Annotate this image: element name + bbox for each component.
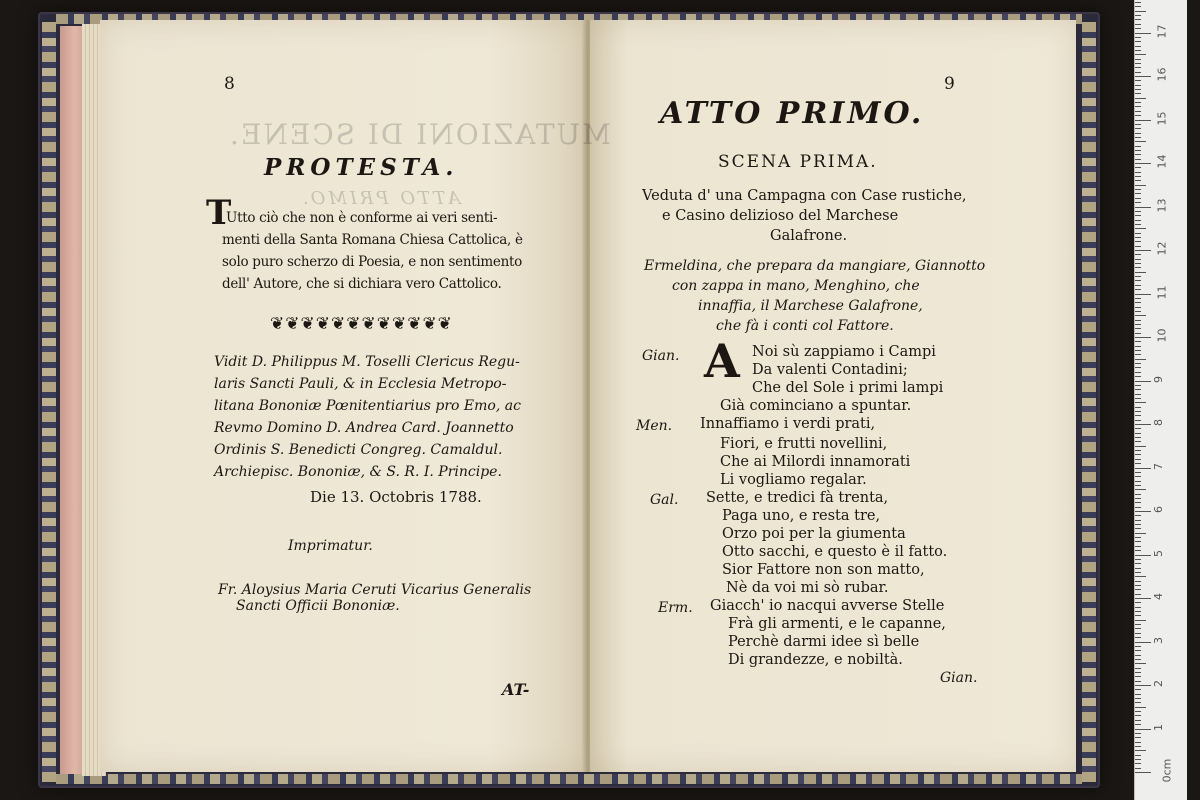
bleed-through-text: ATTO PRIMO. bbox=[300, 188, 461, 209]
speaker-label: Men. bbox=[636, 418, 673, 434]
ruler-tick bbox=[1135, 211, 1141, 212]
ruler-tick bbox=[1135, 307, 1141, 308]
ruler-label: 17 bbox=[1155, 24, 1169, 38]
ruler-tick bbox=[1135, 333, 1141, 334]
ruler-tick bbox=[1135, 185, 1146, 186]
verse-line: Giacch' io nacqui avverse Stelle bbox=[710, 598, 945, 614]
verse-line: Fiori, e frutti novellini, bbox=[720, 436, 888, 452]
ruler-tick bbox=[1135, 715, 1141, 716]
ruler-tick bbox=[1135, 354, 1141, 355]
ruler-tick bbox=[1135, 376, 1141, 377]
ruler-tick bbox=[1135, 11, 1146, 12]
verse-line: Orzo poi per la giumenta bbox=[722, 526, 906, 542]
catchword-right: Gian. bbox=[940, 670, 978, 686]
ruler-tick bbox=[1135, 550, 1141, 551]
verse-line: Li vogliamo regalar. bbox=[720, 472, 867, 488]
aloysius-line: Fr. Aloysius Maria Ceruti Vicarius Generalis bbox=[218, 582, 532, 598]
drop-cap-a: A bbox=[704, 334, 740, 388]
ruler-tick bbox=[1135, 724, 1141, 725]
marbled-edge-right bbox=[1082, 22, 1096, 782]
ruler-tick bbox=[1135, 193, 1141, 194]
ruler-tick bbox=[1135, 2, 1141, 3]
ruler-tick bbox=[1135, 246, 1141, 247]
ruler-tick bbox=[1135, 172, 1141, 173]
page-number-right: 9 bbox=[944, 74, 955, 94]
stage-direction-line: che fà i conti col Fattore. bbox=[716, 318, 894, 334]
ruler-tick bbox=[1135, 33, 1151, 34]
verse-line: Paga uno, e resta tre, bbox=[722, 508, 881, 524]
ruler-tick bbox=[1135, 546, 1141, 547]
ruler-tick bbox=[1135, 729, 1151, 730]
ruler-tick bbox=[1135, 207, 1151, 208]
ruler-tick bbox=[1135, 46, 1141, 47]
ruler-tick bbox=[1135, 259, 1141, 260]
ruler-tick bbox=[1135, 267, 1141, 268]
ruler-tick bbox=[1135, 528, 1141, 529]
ruler-tick bbox=[1135, 598, 1151, 599]
ruler-tick bbox=[1135, 585, 1141, 586]
ruler-tick bbox=[1135, 394, 1141, 395]
ruler-tick bbox=[1135, 385, 1141, 386]
ruler-tick bbox=[1135, 285, 1141, 286]
ornament-divider: ❦❦❦❦❦❦❦❦❦❦❦❦ bbox=[270, 314, 453, 334]
ruler-tick bbox=[1135, 302, 1141, 303]
ruler-tick bbox=[1135, 750, 1146, 751]
ruler-tick bbox=[1135, 611, 1141, 612]
ruler-tick bbox=[1135, 80, 1141, 81]
ruler-tick bbox=[1135, 489, 1146, 490]
act-title: ATTO PRIMO. bbox=[660, 96, 925, 131]
verse-line: Innaffiamo i verdi prati, bbox=[700, 416, 876, 432]
ruler-tick bbox=[1135, 633, 1141, 634]
stage-direction-line: con zappa in mano, Menghino, che bbox=[672, 278, 920, 294]
ruler-tick bbox=[1135, 559, 1141, 560]
ruler-tick bbox=[1135, 481, 1141, 482]
ruler-tick bbox=[1135, 250, 1151, 251]
ruler-label: 5 bbox=[1152, 549, 1165, 557]
ruler-tick bbox=[1135, 224, 1141, 225]
ruler-tick bbox=[1135, 320, 1141, 321]
ruler-tick bbox=[1135, 72, 1141, 73]
ruler-tick bbox=[1135, 154, 1141, 155]
ruler-tick bbox=[1135, 202, 1141, 203]
measuring-ruler bbox=[1134, 0, 1187, 800]
ruler-tick bbox=[1135, 663, 1146, 664]
catchword-left: AT- bbox=[502, 680, 530, 699]
ruler-tick bbox=[1135, 402, 1146, 403]
ruler-tick bbox=[1135, 615, 1141, 616]
ruler-tick bbox=[1135, 415, 1141, 416]
verse-line: Che del Sole i primi lampi bbox=[752, 380, 944, 396]
ruler-tick bbox=[1135, 541, 1141, 542]
vidit-line: Revmo Domino D. Andrea Card. Joannetto bbox=[214, 420, 514, 436]
ruler-tick bbox=[1135, 524, 1141, 525]
bleed-through-text: MUTAZIONI DI SCENE. bbox=[228, 118, 611, 151]
ruler-tick bbox=[1135, 89, 1141, 90]
ruler-tick bbox=[1135, 111, 1141, 112]
stage-direction-line: Ermeldina, che prepara da mangiare, Giannotto bbox=[644, 258, 986, 274]
ruler-tick bbox=[1135, 85, 1141, 86]
verse-line: Nè da voi mi sò rubar. bbox=[726, 580, 889, 596]
ruler-tick bbox=[1135, 472, 1141, 473]
ruler-tick bbox=[1135, 198, 1141, 199]
ruler-label: 14 bbox=[1155, 154, 1169, 169]
ruler-tick bbox=[1135, 650, 1141, 651]
ruler-tick bbox=[1135, 494, 1141, 495]
ruler-tick bbox=[1135, 441, 1141, 442]
ruler-tick bbox=[1135, 28, 1141, 29]
vidit-line: litana Bononiæ Pœnitentiarius pro Emo, ac bbox=[214, 398, 521, 414]
ruler-tick bbox=[1135, 624, 1141, 625]
ruler-tick bbox=[1135, 620, 1146, 621]
vidit-line: Vidit D. Philippus M. Toselli Clericus Regu- bbox=[214, 354, 520, 370]
ruler-tick bbox=[1135, 254, 1141, 255]
marbled-edge-bottom bbox=[56, 774, 1082, 784]
ruler-tick bbox=[1135, 50, 1141, 51]
ruler-tick bbox=[1135, 485, 1141, 486]
ruler-tick bbox=[1135, 672, 1141, 673]
ruler-tick bbox=[1135, 450, 1141, 451]
ruler-tick bbox=[1135, 63, 1141, 64]
ruler-tick bbox=[1135, 150, 1141, 151]
ruler-tick bbox=[1135, 681, 1141, 682]
ruler-tick bbox=[1135, 555, 1151, 556]
verse-line: Che ai Milordi innamorati bbox=[720, 454, 911, 470]
ruler-tick bbox=[1135, 602, 1141, 603]
ruler-label: 0cm bbox=[1160, 758, 1174, 783]
ruler-tick bbox=[1135, 733, 1141, 734]
ruler-label: 13 bbox=[1155, 198, 1169, 212]
ruler-tick bbox=[1135, 24, 1141, 25]
ruler-label: 3 bbox=[1152, 636, 1165, 644]
ruler-tick bbox=[1135, 568, 1141, 569]
ruler-tick bbox=[1135, 93, 1141, 94]
ruler-label: 8 bbox=[1152, 419, 1165, 426]
vidit-line: Ordinis S. Benedicti Congreg. Camaldul. bbox=[214, 442, 503, 458]
ruler-tick bbox=[1135, 59, 1141, 60]
ruler-tick bbox=[1135, 102, 1141, 103]
verse-line: Otto sacchi, e questo è il fatto. bbox=[722, 544, 948, 560]
ruler-tick bbox=[1135, 446, 1146, 447]
ruler-tick bbox=[1135, 476, 1141, 477]
ruler-tick bbox=[1135, 346, 1141, 347]
ruler-tick bbox=[1135, 328, 1141, 329]
ruler-tick bbox=[1135, 502, 1141, 503]
ruler-label: 1 bbox=[1152, 723, 1165, 731]
ruler-label: 10 bbox=[1155, 328, 1169, 343]
ruler-tick bbox=[1135, 707, 1146, 708]
protest-line: menti della Santa Romana Chiesa Cattolica, è bbox=[222, 232, 523, 248]
ruler-tick bbox=[1135, 315, 1146, 316]
ruler-tick bbox=[1135, 646, 1141, 647]
ruler-tick bbox=[1135, 694, 1141, 695]
ruler-tick bbox=[1135, 768, 1141, 769]
ruler-tick bbox=[1135, 702, 1141, 703]
ruler-tick bbox=[1135, 642, 1151, 643]
ruler-tick bbox=[1135, 341, 1141, 342]
ruler-tick bbox=[1135, 742, 1141, 743]
ruler-tick bbox=[1135, 167, 1141, 168]
ruler-tick bbox=[1135, 659, 1141, 660]
ruler-tick bbox=[1135, 137, 1141, 138]
ruler-tick bbox=[1135, 280, 1141, 281]
ruler-tick bbox=[1135, 607, 1141, 608]
ruler-tick bbox=[1135, 324, 1141, 325]
verse-line: Sette, e tredici fà trenta, bbox=[706, 490, 889, 506]
ruler-tick bbox=[1135, 759, 1141, 760]
ruler-tick bbox=[1135, 159, 1141, 160]
ruler-tick bbox=[1135, 698, 1141, 699]
ruler-tick bbox=[1135, 711, 1141, 712]
ruler-tick bbox=[1135, 689, 1141, 690]
ruler-tick bbox=[1135, 746, 1141, 747]
ruler-label: 15 bbox=[1155, 111, 1169, 125]
ruler-label: 11 bbox=[1155, 285, 1169, 299]
ruler-tick bbox=[1135, 106, 1141, 107]
ruler-tick bbox=[1135, 372, 1141, 373]
ruler-tick bbox=[1135, 128, 1141, 129]
ruler-tick bbox=[1135, 233, 1141, 234]
ruler-label: 7 bbox=[1152, 462, 1165, 470]
speaker-label: Gal. bbox=[650, 492, 679, 508]
ruler-tick bbox=[1135, 511, 1151, 512]
ruler-tick bbox=[1135, 437, 1141, 438]
ruler-tick bbox=[1135, 655, 1141, 656]
ruler-tick bbox=[1135, 359, 1146, 360]
ruler-tick bbox=[1135, 215, 1141, 216]
ruler-tick bbox=[1135, 276, 1141, 277]
ruler-tick bbox=[1135, 98, 1146, 99]
verse-line: Da valenti Contadini; bbox=[752, 362, 908, 378]
page-number-left: 8 bbox=[224, 74, 235, 94]
ruler-tick bbox=[1135, 398, 1141, 399]
ruler-tick bbox=[1135, 428, 1141, 429]
ruler-tick bbox=[1135, 124, 1141, 125]
ruler-tick bbox=[1135, 337, 1151, 338]
ruler-tick bbox=[1135, 76, 1151, 77]
speaker-label: Erm. bbox=[658, 600, 693, 616]
ruler-tick bbox=[1135, 685, 1151, 686]
verse-line: Frà gli armenti, e le capanne, bbox=[728, 616, 946, 632]
ruler-tick bbox=[1135, 498, 1141, 499]
ruler-label: 4 bbox=[1152, 593, 1165, 600]
ruler-tick bbox=[1135, 637, 1141, 638]
verse-line: Sior Fattore non son matto, bbox=[722, 562, 925, 578]
ruler-tick bbox=[1135, 350, 1141, 351]
ruler-tick bbox=[1135, 115, 1141, 116]
ruler-tick bbox=[1135, 594, 1141, 595]
ruler-tick bbox=[1135, 19, 1141, 20]
protest-line: Utto ciò che non è conforme ai veri senti- bbox=[226, 210, 498, 226]
ruler-tick bbox=[1135, 311, 1141, 312]
marbled-edge-left bbox=[42, 22, 56, 782]
ruler-tick bbox=[1135, 454, 1141, 455]
ruler-tick bbox=[1135, 241, 1141, 242]
ruler-tick bbox=[1135, 228, 1146, 229]
protest-line: dell' Autore, che si dichiara vero Cattolico. bbox=[222, 276, 502, 292]
ruler-tick bbox=[1135, 581, 1141, 582]
ruler-tick bbox=[1135, 298, 1141, 299]
ruler-tick bbox=[1135, 367, 1141, 368]
ruler-tick bbox=[1135, 41, 1141, 42]
ruler-tick bbox=[1135, 289, 1141, 290]
ruler-tick bbox=[1135, 67, 1141, 68]
ruler-tick bbox=[1135, 220, 1141, 221]
ruler-tick bbox=[1135, 433, 1141, 434]
ruler-tick bbox=[1135, 176, 1141, 177]
setting-line: Galafrone. bbox=[770, 228, 848, 244]
ruler-tick bbox=[1135, 180, 1141, 181]
ruler-tick bbox=[1135, 411, 1141, 412]
ruler-tick bbox=[1135, 389, 1141, 390]
ruler-label: 12 bbox=[1155, 241, 1169, 256]
ruler-label: 16 bbox=[1155, 67, 1169, 82]
ruler-tick bbox=[1135, 381, 1151, 382]
ruler-tick bbox=[1135, 507, 1141, 508]
verse-line: Noi sù zappiamo i Campi bbox=[752, 344, 936, 360]
ruler-tick bbox=[1135, 294, 1151, 295]
speaker-label: Gian. bbox=[642, 348, 680, 364]
ruler-tick bbox=[1135, 628, 1141, 629]
ruler-tick bbox=[1135, 54, 1146, 55]
verse-line: Perchè darmi idee sì belle bbox=[728, 634, 920, 650]
ruler-tick bbox=[1135, 6, 1141, 7]
ruler-tick bbox=[1135, 363, 1141, 364]
ruler-tick bbox=[1135, 737, 1141, 738]
ruler-tick bbox=[1135, 463, 1141, 464]
setting-line: e Casino delizioso del Marchese bbox=[662, 208, 899, 224]
stage-direction-line: innaffia, il Marchese Galafrone, bbox=[698, 298, 923, 314]
ruler-tick bbox=[1135, 676, 1141, 677]
ruler-tick bbox=[1135, 37, 1141, 38]
ruler-tick bbox=[1135, 263, 1141, 264]
ruler-tick bbox=[1135, 772, 1151, 773]
ruler-tick bbox=[1135, 459, 1141, 460]
ruler-tick bbox=[1135, 533, 1146, 534]
ruler-label: 9 bbox=[1152, 375, 1165, 383]
ruler-tick bbox=[1135, 146, 1141, 147]
ruler-tick bbox=[1135, 407, 1141, 408]
verse-line: Di grandezze, e nobiltà. bbox=[728, 652, 903, 668]
ruler-tick bbox=[1135, 537, 1141, 538]
vidit-line: laris Sancti Pauli, & in Ecclesia Metropo- bbox=[214, 376, 507, 392]
ruler-tick bbox=[1135, 520, 1141, 521]
aloysius-line: Sancti Officii Bononiæ. bbox=[236, 598, 400, 614]
imprimatur: Imprimatur. bbox=[288, 538, 373, 554]
ruler-label: 2 bbox=[1152, 680, 1165, 687]
ruler-tick bbox=[1135, 141, 1146, 142]
verse-line: Già cominciano a spuntar. bbox=[720, 398, 912, 414]
ruler-tick bbox=[1135, 589, 1141, 590]
ruler-tick bbox=[1135, 189, 1141, 190]
ruler-tick bbox=[1135, 755, 1141, 756]
ruler-tick bbox=[1135, 15, 1141, 16]
protest-heading: PROTESTA. bbox=[264, 154, 459, 181]
ruler-tick bbox=[1135, 420, 1141, 421]
ruler-tick bbox=[1135, 576, 1146, 577]
ruler-tick bbox=[1135, 563, 1141, 564]
ruler-tick bbox=[1135, 468, 1151, 469]
ruler-tick bbox=[1135, 163, 1151, 164]
ruler-tick bbox=[1135, 720, 1141, 721]
ruler-tick bbox=[1135, 424, 1151, 425]
setting-line: Veduta d' una Campagna con Case rustiche, bbox=[642, 188, 967, 204]
ruler-tick bbox=[1135, 133, 1141, 134]
ruler-label: 6 bbox=[1152, 506, 1165, 513]
ruler-tick bbox=[1135, 668, 1141, 669]
ruler-tick bbox=[1135, 515, 1141, 516]
drop-cap-t: T bbox=[206, 193, 232, 233]
scene-title: SCENA PRIMA. bbox=[718, 152, 878, 172]
date-line: Die 13. Octobris 1788. bbox=[310, 488, 482, 506]
ruler-tick bbox=[1135, 763, 1141, 764]
ruler-tick bbox=[1135, 120, 1151, 121]
pink-endpaper bbox=[60, 26, 84, 774]
vidit-line: Archiepisc. Bononiæ, & S. R. I. Principe. bbox=[214, 464, 502, 480]
ruler-tick bbox=[1135, 272, 1146, 273]
ruler-tick bbox=[1135, 572, 1141, 573]
protest-line: solo puro scherzo di Poesia, e non sentimento bbox=[222, 254, 522, 270]
ruler-tick bbox=[1135, 237, 1141, 238]
